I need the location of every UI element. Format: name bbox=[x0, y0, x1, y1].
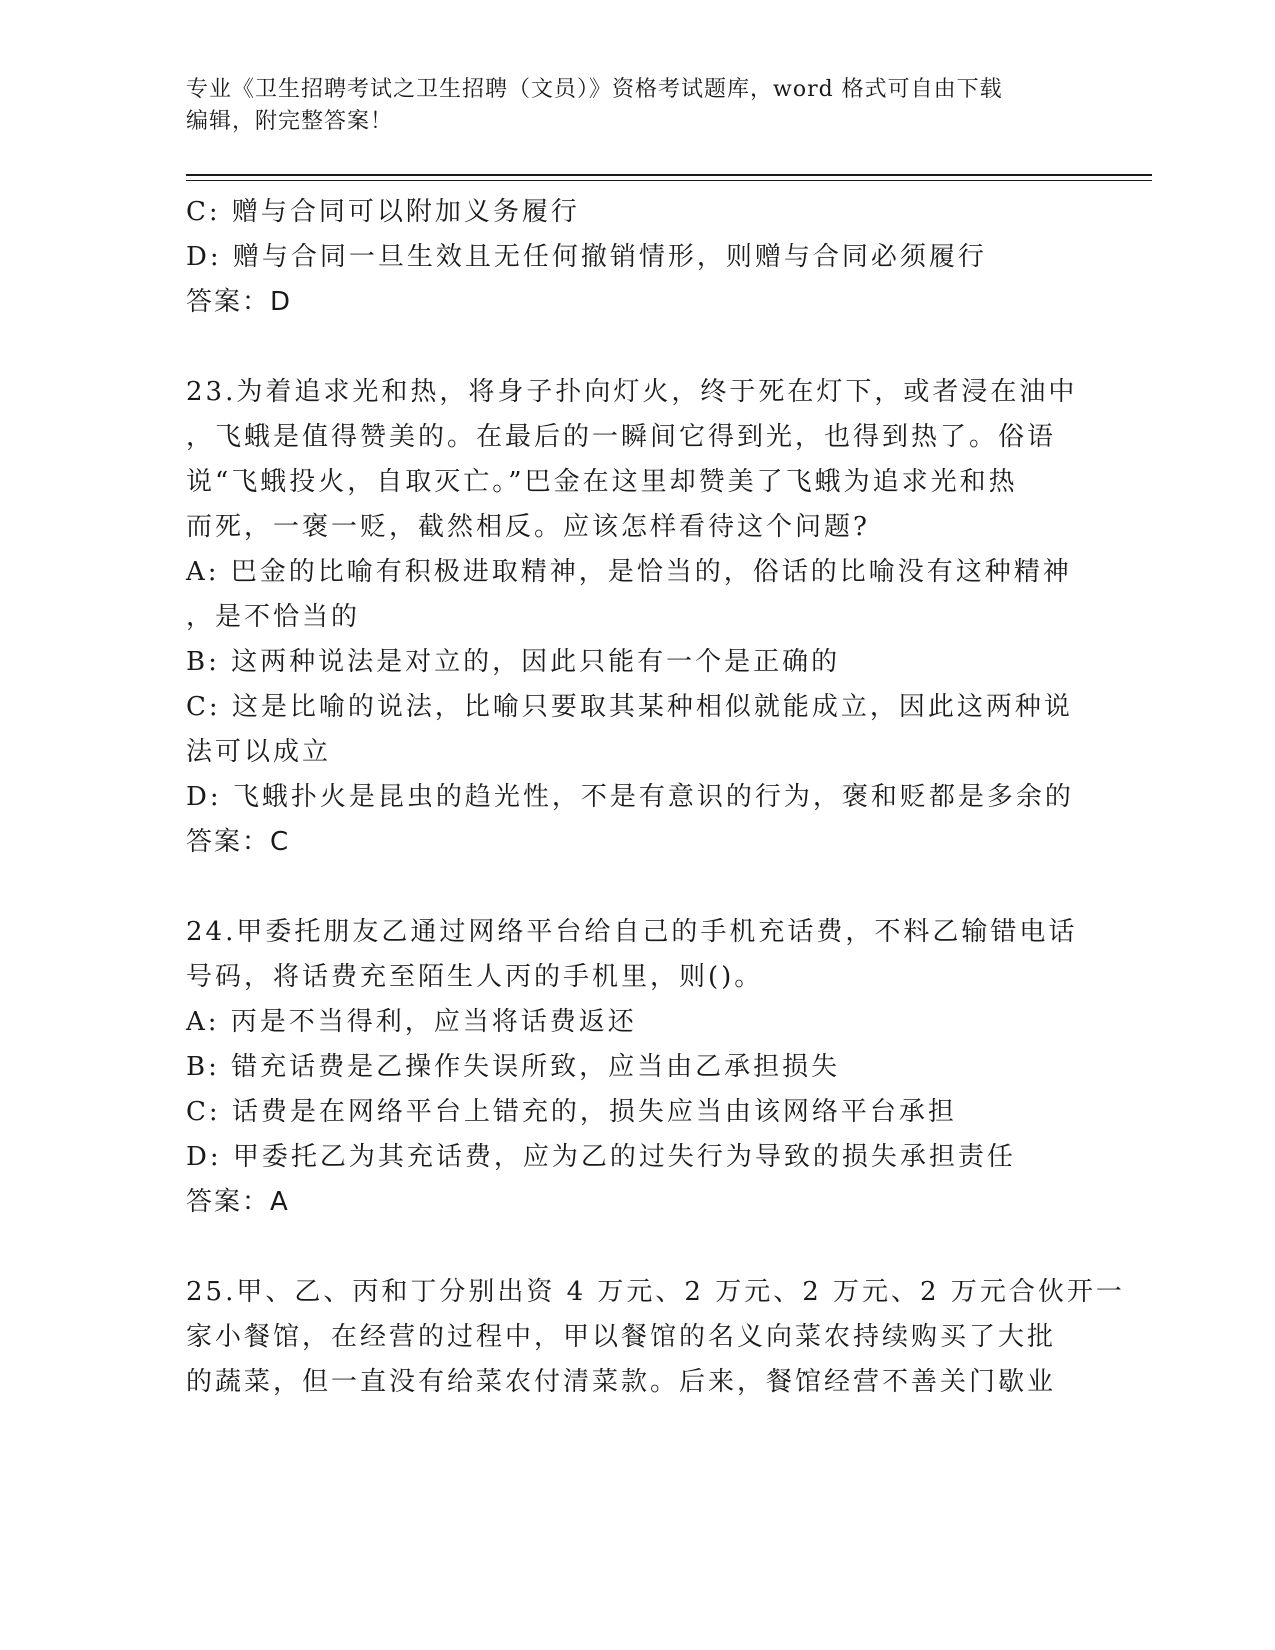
spacer bbox=[186, 865, 1076, 910]
option-b: B: 这两种说法是对立的，因此只能有一个是正确的 bbox=[186, 647, 841, 677]
spacer bbox=[186, 325, 1076, 370]
question-stem-line: 23.为着追求光和热，将身子扑向灯火，终于死在灯下，或者浸在油中 bbox=[186, 377, 1078, 407]
question-22 bbox=[186, 190, 1076, 325]
question-stem-line: 25.甲、乙、丙和丁分别出资 4 万元、2 万元、2 万元、2 万元合伙开一 bbox=[186, 1277, 1125, 1307]
option-d: D: 飞蛾扑火是昆虫的趋光性，不是有意识的行为，褒和贬都是多余的 bbox=[186, 782, 1074, 812]
header-line-1: 专业《卫生招聘考试之卫生招聘（文员）》资格考试题库，word 格式可自由下载 bbox=[186, 77, 1003, 102]
question-25 bbox=[186, 1270, 1125, 1405]
header-divider-thick bbox=[186, 174, 1152, 176]
option-a: A: 巴金的比喻有积极进取精神，是恰当的，俗话的比喻没有这种精神 bbox=[186, 557, 1072, 587]
question-stem-line: 24.甲委托朋友乙通过网络平台给自己的手机充话费，不料乙输错电话 bbox=[186, 917, 1078, 947]
header-divider-thin bbox=[186, 180, 1152, 181]
option-a-cont: ，是不恰当的 bbox=[186, 602, 361, 632]
question-stem-line: 家小餐馆，在经营的过程中，甲以餐馆的名义向菜农持续购买了大批 bbox=[186, 1322, 1057, 1352]
question-stem-line: 而死，一褒一贬，截然相反。应该怎样看待这个问题? bbox=[186, 512, 870, 542]
spacer bbox=[186, 1225, 1076, 1270]
question-stem-line: 的蔬菜，但一直没有给菜农付清菜款。后来，餐馆经营不善关门歇业 bbox=[186, 1367, 1057, 1397]
option-c: C: 这是比喻的说法，比喻只要取其某种相似就能成立，因此这两种说 bbox=[186, 692, 1073, 722]
option-c: C: 赠与合同可以附加义务履行 bbox=[186, 197, 580, 227]
answer: 答案：A bbox=[186, 1187, 290, 1217]
page-header bbox=[186, 74, 1066, 138]
option-c-cont: 法可以成立 bbox=[186, 737, 332, 767]
question-24 bbox=[186, 910, 1076, 1225]
answer: 答案：D bbox=[186, 287, 293, 317]
option-b: B: 错充话费是乙操作失误所致，应当由乙承担损失 bbox=[186, 1052, 841, 1082]
question-23 bbox=[186, 370, 1076, 865]
option-c: C: 话费是在网络平台上错充的，损失应当由该网络平台承担 bbox=[186, 1097, 957, 1127]
document-body bbox=[186, 190, 1125, 1405]
question-stem-line: ，飞蛾是值得赞美的。在最后的一瞬间它得到光，也得到热了。俗语 bbox=[186, 422, 1057, 452]
option-d: D: 甲委托乙为其充话费，应为乙的过失行为导致的损失承担责任 bbox=[186, 1142, 1016, 1172]
answer: 答案：C bbox=[186, 827, 291, 857]
header-line-2: 编辑，附完整答案！ bbox=[186, 109, 394, 134]
option-a: A: 丙是不当得利，应当将话费返还 bbox=[186, 1007, 637, 1037]
question-stem-line: 说“飞蛾投火，自取灭亡。”巴金在这里却赞美了飞蛾为追求光和热 bbox=[186, 467, 1018, 497]
option-d: D: 赠与合同一旦生效且无任何撤销情形，则赠与合同必须履行 bbox=[186, 242, 987, 272]
question-stem-line: 号码，将话费充至陌生人丙的手机里，则()。 bbox=[186, 962, 764, 992]
